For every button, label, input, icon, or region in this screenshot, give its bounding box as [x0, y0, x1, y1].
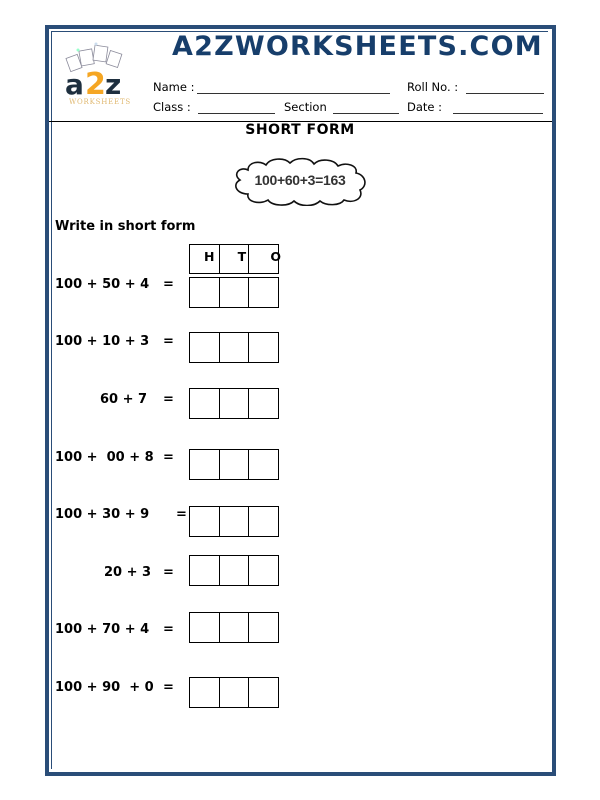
svg-text:z: z	[105, 68, 122, 101]
hundreds-cell[interactable]	[190, 389, 219, 418]
problem-4-answer[interactable]	[189, 449, 279, 480]
tens-cell[interactable]	[219, 678, 249, 707]
problem-5-equals: =	[176, 507, 187, 522]
ones-cell[interactable]	[248, 556, 278, 585]
tens-cell[interactable]	[219, 333, 249, 362]
ones-cell[interactable]	[248, 507, 278, 536]
problem-7-equals: =	[163, 622, 174, 637]
problem-4-expression: 100 + 00 + 8	[55, 450, 154, 465]
tens-cell[interactable]	[219, 278, 249, 307]
problem-3-equals: =	[163, 392, 174, 407]
problem-3-expression: 60 + 7	[100, 392, 148, 407]
svg-text:a: a	[65, 68, 84, 101]
ones-cell[interactable]	[248, 333, 278, 362]
svg-text:2: 2	[85, 67, 106, 102]
hundreds-cell[interactable]	[190, 278, 219, 307]
ones-header: O	[248, 245, 278, 273]
problem-8-expression: 100 + 90 + 0	[55, 680, 154, 695]
problem-8-equals: =	[163, 680, 174, 695]
problem-7-expression: 100 + 70 + 4	[55, 622, 150, 637]
a2z-logo	[60, 42, 140, 110]
example-equation: 100+60+3=163	[254, 172, 346, 188]
ones-cell[interactable]	[248, 613, 278, 642]
ones-cell[interactable]	[248, 389, 278, 418]
site-title: A2ZWORKSHEETS.COM	[172, 31, 543, 62]
roll-label: Roll No. :	[407, 80, 459, 94]
tens-cell[interactable]	[219, 613, 249, 642]
worksheet-title: SHORT FORM	[245, 122, 355, 138]
name-field[interactable]	[197, 93, 390, 94]
hundreds-cell[interactable]	[190, 556, 219, 585]
hundreds-cell[interactable]	[190, 450, 219, 479]
roll-field[interactable]	[466, 93, 544, 94]
problem-5-answer[interactable]	[189, 506, 279, 537]
problem-3-answer[interactable]	[189, 388, 279, 419]
tens-cell[interactable]	[219, 507, 249, 536]
ones-cell[interactable]	[248, 278, 278, 307]
problem-1-equals: =	[163, 277, 174, 292]
place-value-header	[189, 244, 279, 274]
class-field[interactable]	[198, 113, 275, 114]
tens-cell[interactable]	[219, 450, 249, 479]
problem-2-equals: =	[163, 334, 174, 349]
problem-7-answer[interactable]	[189, 612, 279, 643]
date-field[interactable]	[453, 113, 543, 114]
section-label: Section	[284, 100, 327, 114]
problem-1-answer[interactable]	[189, 277, 279, 308]
ones-cell[interactable]	[248, 450, 278, 479]
problem-2-answer[interactable]	[189, 332, 279, 363]
date-label: Date :	[407, 100, 443, 114]
hundreds-cell[interactable]	[190, 678, 219, 707]
problem-1-expression: 100 + 50 + 4	[55, 277, 150, 292]
problem-8-answer[interactable]	[189, 677, 279, 708]
problem-5-expression: 100 + 30 + 9	[55, 507, 150, 522]
instruction-text: Write in short form	[55, 219, 196, 234]
hundreds-cell[interactable]	[190, 613, 219, 642]
svg-text:WORKSHEETS: WORKSHEETS	[68, 98, 132, 106]
tens-cell[interactable]	[219, 389, 249, 418]
problem-4-equals: =	[163, 450, 174, 465]
class-label: Class :	[153, 100, 191, 114]
problem-6-answer[interactable]	[189, 555, 279, 586]
problem-2-expression: 100 + 10 + 3	[55, 334, 150, 349]
ones-cell[interactable]	[248, 678, 278, 707]
section-field[interactable]	[333, 113, 399, 114]
problem-6-expression: 20 + 3	[104, 565, 152, 580]
hundreds-cell[interactable]	[190, 333, 219, 362]
hundreds-cell[interactable]	[190, 507, 219, 536]
tens-header: T	[219, 245, 249, 273]
problem-6-equals: =	[163, 565, 174, 580]
name-label: Name :	[153, 80, 195, 94]
tens-cell[interactable]	[219, 556, 249, 585]
hundreds-header: H	[204, 249, 215, 264]
